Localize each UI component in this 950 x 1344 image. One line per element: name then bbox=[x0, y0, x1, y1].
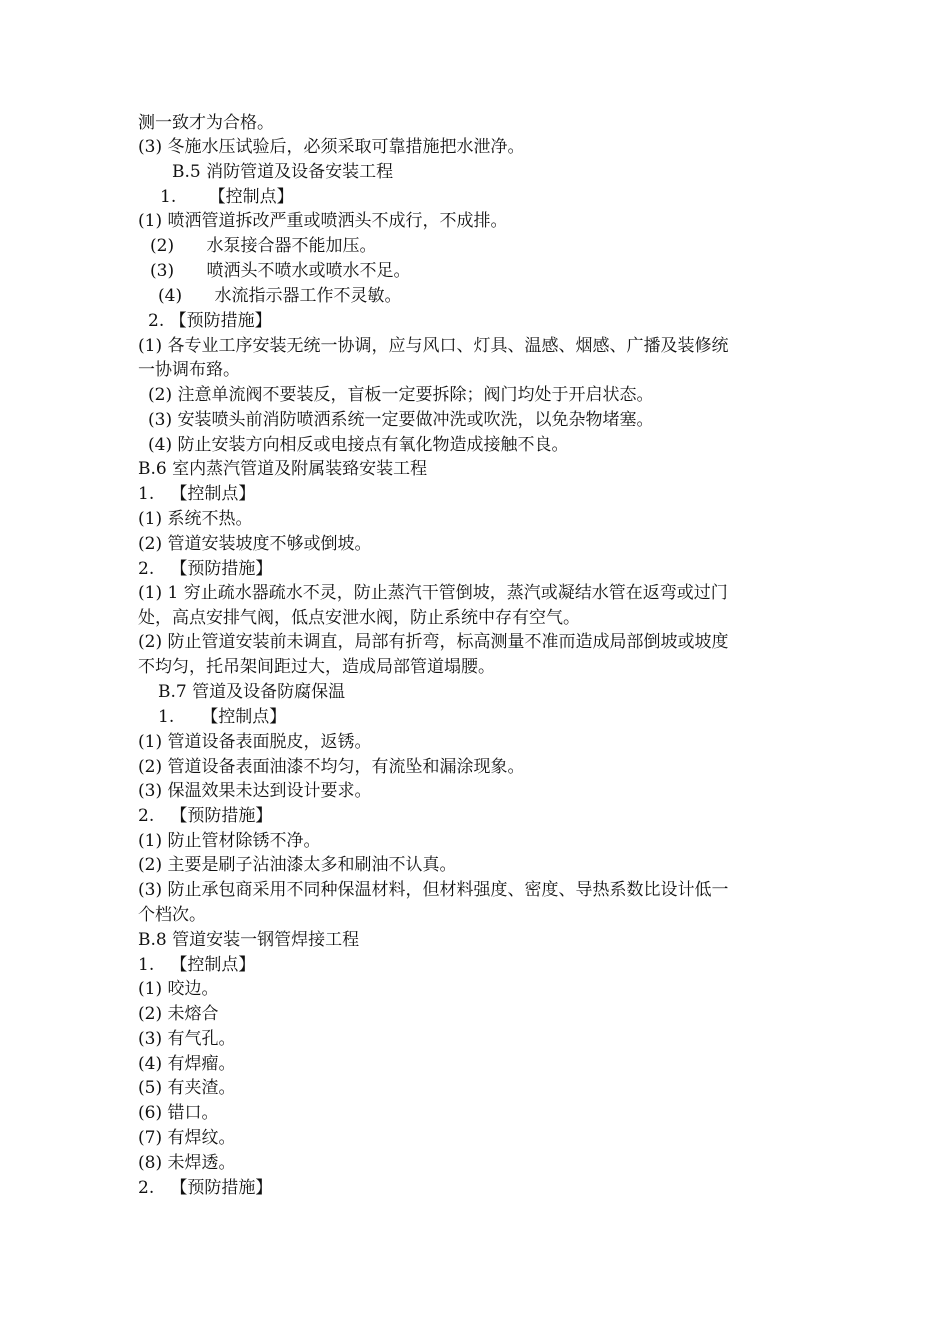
text-line: (2) 防止管道安装前未调直，局部有折弯，标高测量不准而造成局部倒坡或坡度 bbox=[138, 632, 729, 652]
section-heading: B.6 室内蒸汽管道及附属装臵安装工程 bbox=[138, 459, 428, 479]
subheading: 1. 【控制点】 bbox=[138, 955, 256, 975]
text-line: (4) 有焊瘤。 bbox=[138, 1054, 236, 1074]
subheading: 2. 【预防措施】 bbox=[138, 1178, 273, 1198]
text-line: (1) 咬边。 bbox=[138, 979, 219, 999]
text-line: (2) 未熔合 bbox=[138, 1004, 219, 1024]
subheading: 2. 【预防措施】 bbox=[148, 311, 272, 331]
text-line: (1) 系统不热。 bbox=[138, 509, 253, 529]
text-line: 测一致才为合格。 bbox=[138, 113, 274, 133]
text-line: (7) 有焊纹。 bbox=[138, 1128, 236, 1148]
text-line: (3) 安装喷头前消防喷洒系统一定要做冲洗或吹洗，以免杂物堵塞。 bbox=[148, 410, 654, 430]
subheading: 2. 【预防措施】 bbox=[138, 559, 273, 579]
text-line: (2) 管道安装坡度不够或倒坡。 bbox=[138, 534, 372, 554]
subheading: 1. 【控制点】 bbox=[138, 484, 256, 504]
text-line: (5) 有夹渣。 bbox=[138, 1078, 236, 1098]
text-line: (1) 喷洒管道拆改严重或喷洒头不成行，不成排。 bbox=[138, 211, 508, 231]
text-line: (2) 注意单流阀不要装反，盲板一定要拆除；阀门均处于开启状态。 bbox=[148, 385, 654, 405]
text-line: (2) 水泵接合器不能加压。 bbox=[150, 236, 377, 256]
text-line: (3) 喷洒头不喷水或喷水不足。 bbox=[150, 261, 411, 281]
text-line: (4) 防止安装方向相反或电接点有氧化物造成接触不良。 bbox=[148, 435, 569, 455]
text-line: (1) 1 穷止疏水器疏水不灵，防止蒸汽干管倒坡，蒸汽或凝结水管在返弯或过门 bbox=[138, 583, 728, 603]
text-line: (3) 冬施水压试验后，必须采取可靠措施把水泄净。 bbox=[138, 137, 525, 157]
section-heading: B.7 管道及设备防腐保温 bbox=[158, 682, 346, 702]
text-line: (4) 水流指示器工作不灵敏。 bbox=[158, 286, 402, 306]
text-line: (6) 错口。 bbox=[138, 1103, 219, 1123]
subheading: 1. 【控制点】 bbox=[160, 187, 294, 207]
subheading: 2. 【预防措施】 bbox=[138, 806, 273, 826]
text-line: (8) 未焊透。 bbox=[138, 1153, 236, 1173]
section-heading: B.5 消防管道及设备安装工程 bbox=[172, 162, 394, 182]
section-heading: B.8 管道安装一钢管焊接工程 bbox=[138, 930, 360, 950]
text-line: (3) 防止承包商采用不同种保温材料，但材料强度、密度、导热系数比设计低一 bbox=[138, 880, 729, 900]
text-line: 一协调布臵。 bbox=[138, 360, 240, 380]
text-line: (1) 管道设备表面脱皮，返锈。 bbox=[138, 732, 372, 752]
text-line: (2) 管道设备表面油漆不均匀，有流坠和漏涂现象。 bbox=[138, 757, 525, 777]
text-line: (3) 保温效果未达到设计要求。 bbox=[138, 781, 372, 801]
text-line: (2) 主要是刷子沾油漆太多和刷油不认真。 bbox=[138, 855, 457, 875]
text-line: 个档次。 bbox=[138, 905, 206, 925]
text-line: (3) 有气孔。 bbox=[138, 1029, 236, 1049]
text-line: 不均匀，托吊架间距过大，造成局部管道塌腰。 bbox=[138, 657, 495, 677]
text-line: (1) 各专业工序安装无统一协调，应与风口、灯具、温感、烟感、广播及装修统 bbox=[138, 336, 729, 356]
text-line: (1) 防止管材除锈不净。 bbox=[138, 831, 321, 851]
subheading: 1. 【控制点】 bbox=[158, 707, 287, 727]
text-line: 处，高点安排气阀，低点安泄水阀，防止系统中存有空气。 bbox=[138, 608, 580, 628]
